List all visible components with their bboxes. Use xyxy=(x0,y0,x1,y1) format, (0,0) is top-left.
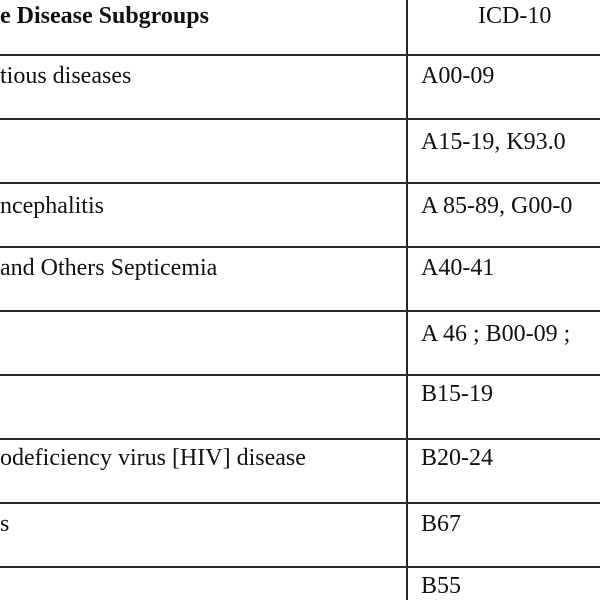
row-divider xyxy=(0,118,600,120)
row-divider xyxy=(0,502,600,504)
row-divider xyxy=(0,438,600,440)
table-row-code: B55 xyxy=(421,573,462,599)
table-row-subgroup: s xyxy=(0,511,10,537)
table-row-code: A 85-89, G00-0 xyxy=(421,193,573,219)
row-divider xyxy=(0,246,600,248)
table-row-subgroup: odeficiency virus [HIV] disease xyxy=(0,445,306,471)
table-row-subgroup: tious diseases xyxy=(0,63,132,89)
header-icd-10: ICD-10 xyxy=(478,3,552,29)
table-row-subgroup: ncephalitis xyxy=(0,193,104,219)
column-divider xyxy=(406,0,408,600)
row-divider xyxy=(0,310,600,312)
row-divider xyxy=(0,54,600,56)
table-row-code: A00-09 xyxy=(421,63,495,89)
row-divider xyxy=(0,374,600,376)
table-row-code: A15-19, K93.0 xyxy=(421,129,566,155)
table-row-subgroup: and Others Septicemia xyxy=(0,255,218,281)
table-row-code: A 46 ; B00-09 ; xyxy=(421,321,571,347)
row-divider xyxy=(0,182,600,184)
table-row-code: A40-41 xyxy=(421,255,495,281)
table-row-code: B15-19 xyxy=(421,381,493,407)
row-divider xyxy=(0,566,600,568)
table-row-code: B67 xyxy=(421,511,462,537)
header-disease-subgroups: e Disease Subgroups xyxy=(0,3,209,29)
table-row-code: B20-24 xyxy=(421,445,493,471)
